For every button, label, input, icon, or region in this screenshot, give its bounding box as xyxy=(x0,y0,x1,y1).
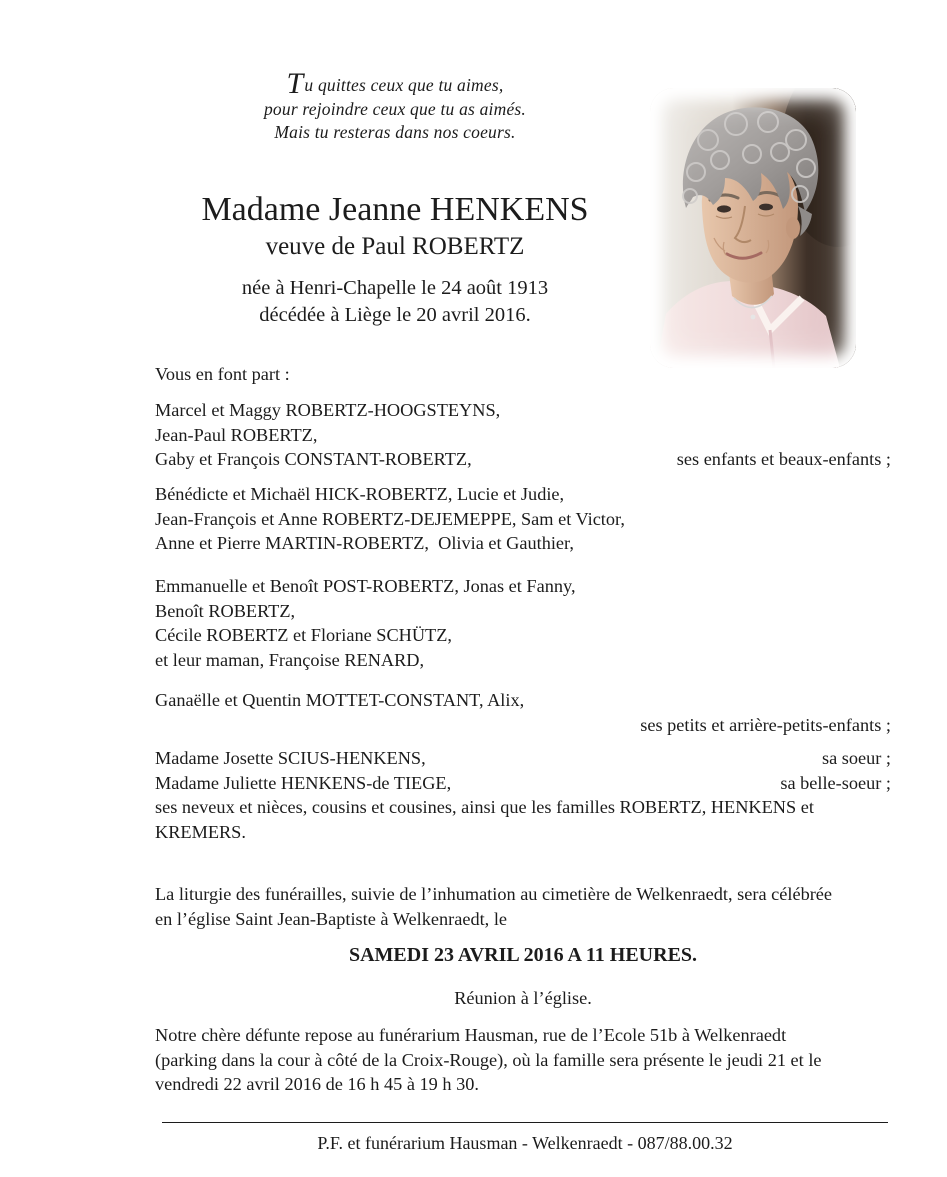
repose-paragraph xyxy=(155,1023,891,1097)
page-title: Madame Jeanne HENKENS xyxy=(201,191,589,228)
repose-line-3: vendredi 22 avril 2016 de 16 h 45 à 19 h 30. xyxy=(155,1074,479,1094)
relation-label: ses petits et arrière-petits-enfants ; xyxy=(640,714,891,735)
liturgy-line-1: La liturgie des funérailles, suivie de l’inhumation au cimetière de Welkenraedt, sera célébrée xyxy=(155,884,833,904)
portrait-photo xyxy=(650,88,856,368)
family-line: Emmanuelle et Benoît POST-ROBERTZ, Jonas et Fanny, xyxy=(155,576,576,596)
announcement-body xyxy=(155,362,891,1155)
liturgy-line-2: en l’église Saint Jean-Baptiste à Welkenraedt, le xyxy=(155,908,508,929)
meeting-line: Réunion à l’église. xyxy=(454,988,592,1008)
intro-line: Vous en font part : xyxy=(155,364,290,384)
family-group-grandchildren-3 xyxy=(155,688,891,737)
eye-left xyxy=(717,205,731,212)
family-line: Madame Juliette HENKENS-de TIEGE, sa belle-soeur ; xyxy=(155,771,891,796)
family-line: ses neveux et nièces, cousins et cousines, ainsi que les familles ROBERTZ, HENKENS et xyxy=(155,797,814,817)
death-line: décédée à Liège le 20 avril 2016. xyxy=(259,303,531,326)
family-group-siblings xyxy=(155,746,891,844)
quote-line-1: Tu quittes ceux que tu aimes, xyxy=(286,67,504,100)
epitaph-quote xyxy=(150,67,640,145)
family-line: Bénédicte et Michaël HICK-ROBERTZ, Lucie et Judie, xyxy=(155,484,565,504)
quote-initial: T xyxy=(286,67,304,100)
family-group-grandchildren-1 xyxy=(155,482,891,556)
deceased-subtitle: veuve de Paul ROBERTZ xyxy=(265,233,525,260)
family-line: Gaby et François CONSTANT-ROBERTZ, ses enfants et beaux-enfants ; xyxy=(155,447,891,472)
family-line: Ganaëlle et Quentin MOTTET-CONSTANT, Alix, xyxy=(155,690,525,710)
family-line: Jean-Paul ROBERTZ, xyxy=(155,424,318,445)
family-line: Cécile ROBERTZ et Floriane SCHÜTZ, xyxy=(155,625,452,645)
family-line: Benoît ROBERTZ, xyxy=(155,600,296,621)
family-line xyxy=(155,713,891,738)
quote-line-2: pour rejoindre ceux que tu as aimés. xyxy=(263,98,527,119)
ceremony-date: SAMEDI 23 AVRIL 2016 A 11 HEURES. xyxy=(348,944,698,966)
relation-label: ses enfants et beaux-enfants ; xyxy=(676,449,891,469)
family-line: Jean-François et Anne ROBERTZ-DEJEMEPPE, Sam et Victor, xyxy=(155,508,625,529)
eye-right xyxy=(759,204,773,211)
repose-line-1: Notre chère défunte repose au funérarium Hausman, rue de l’Ecole 51b à Welkenraedt xyxy=(155,1025,787,1045)
family-group-children xyxy=(155,398,891,472)
quote-line-3: Mais tu resteras dans nos coeurs. xyxy=(274,122,516,142)
family-group-grandchildren-2 xyxy=(155,574,891,672)
family-line: KREMERS. xyxy=(155,821,246,842)
family-line: Anne et Pierre MARTIN-ROBERTZ, Olivia et Gauthier, xyxy=(155,533,574,553)
deceased-dates xyxy=(120,275,670,328)
funeral-home-footer: P.F. et funérarium Hausman - Welkenraedt - 087/88.00.32 xyxy=(162,1122,888,1156)
relation-label: sa soeur ; xyxy=(821,748,891,768)
family-line: Madame Josette SCIUS-HENKENS, sa soeur ; xyxy=(155,746,891,771)
liturgy-paragraph xyxy=(155,882,891,931)
birth-line: née à Henri-Chapelle le 24 août 1913 xyxy=(241,277,549,299)
repose-line-2: (parking dans la cour à côté de la Croix-Rouge), où la famille sera présente le jeudi 21 et le xyxy=(155,1049,822,1070)
relation-label: sa belle-soeur ; xyxy=(780,772,891,793)
family-line: Marcel et Maggy ROBERTZ-HOOGSTEYNS, xyxy=(155,400,501,420)
family-line: et leur maman, Françoise RENARD, xyxy=(155,649,425,670)
